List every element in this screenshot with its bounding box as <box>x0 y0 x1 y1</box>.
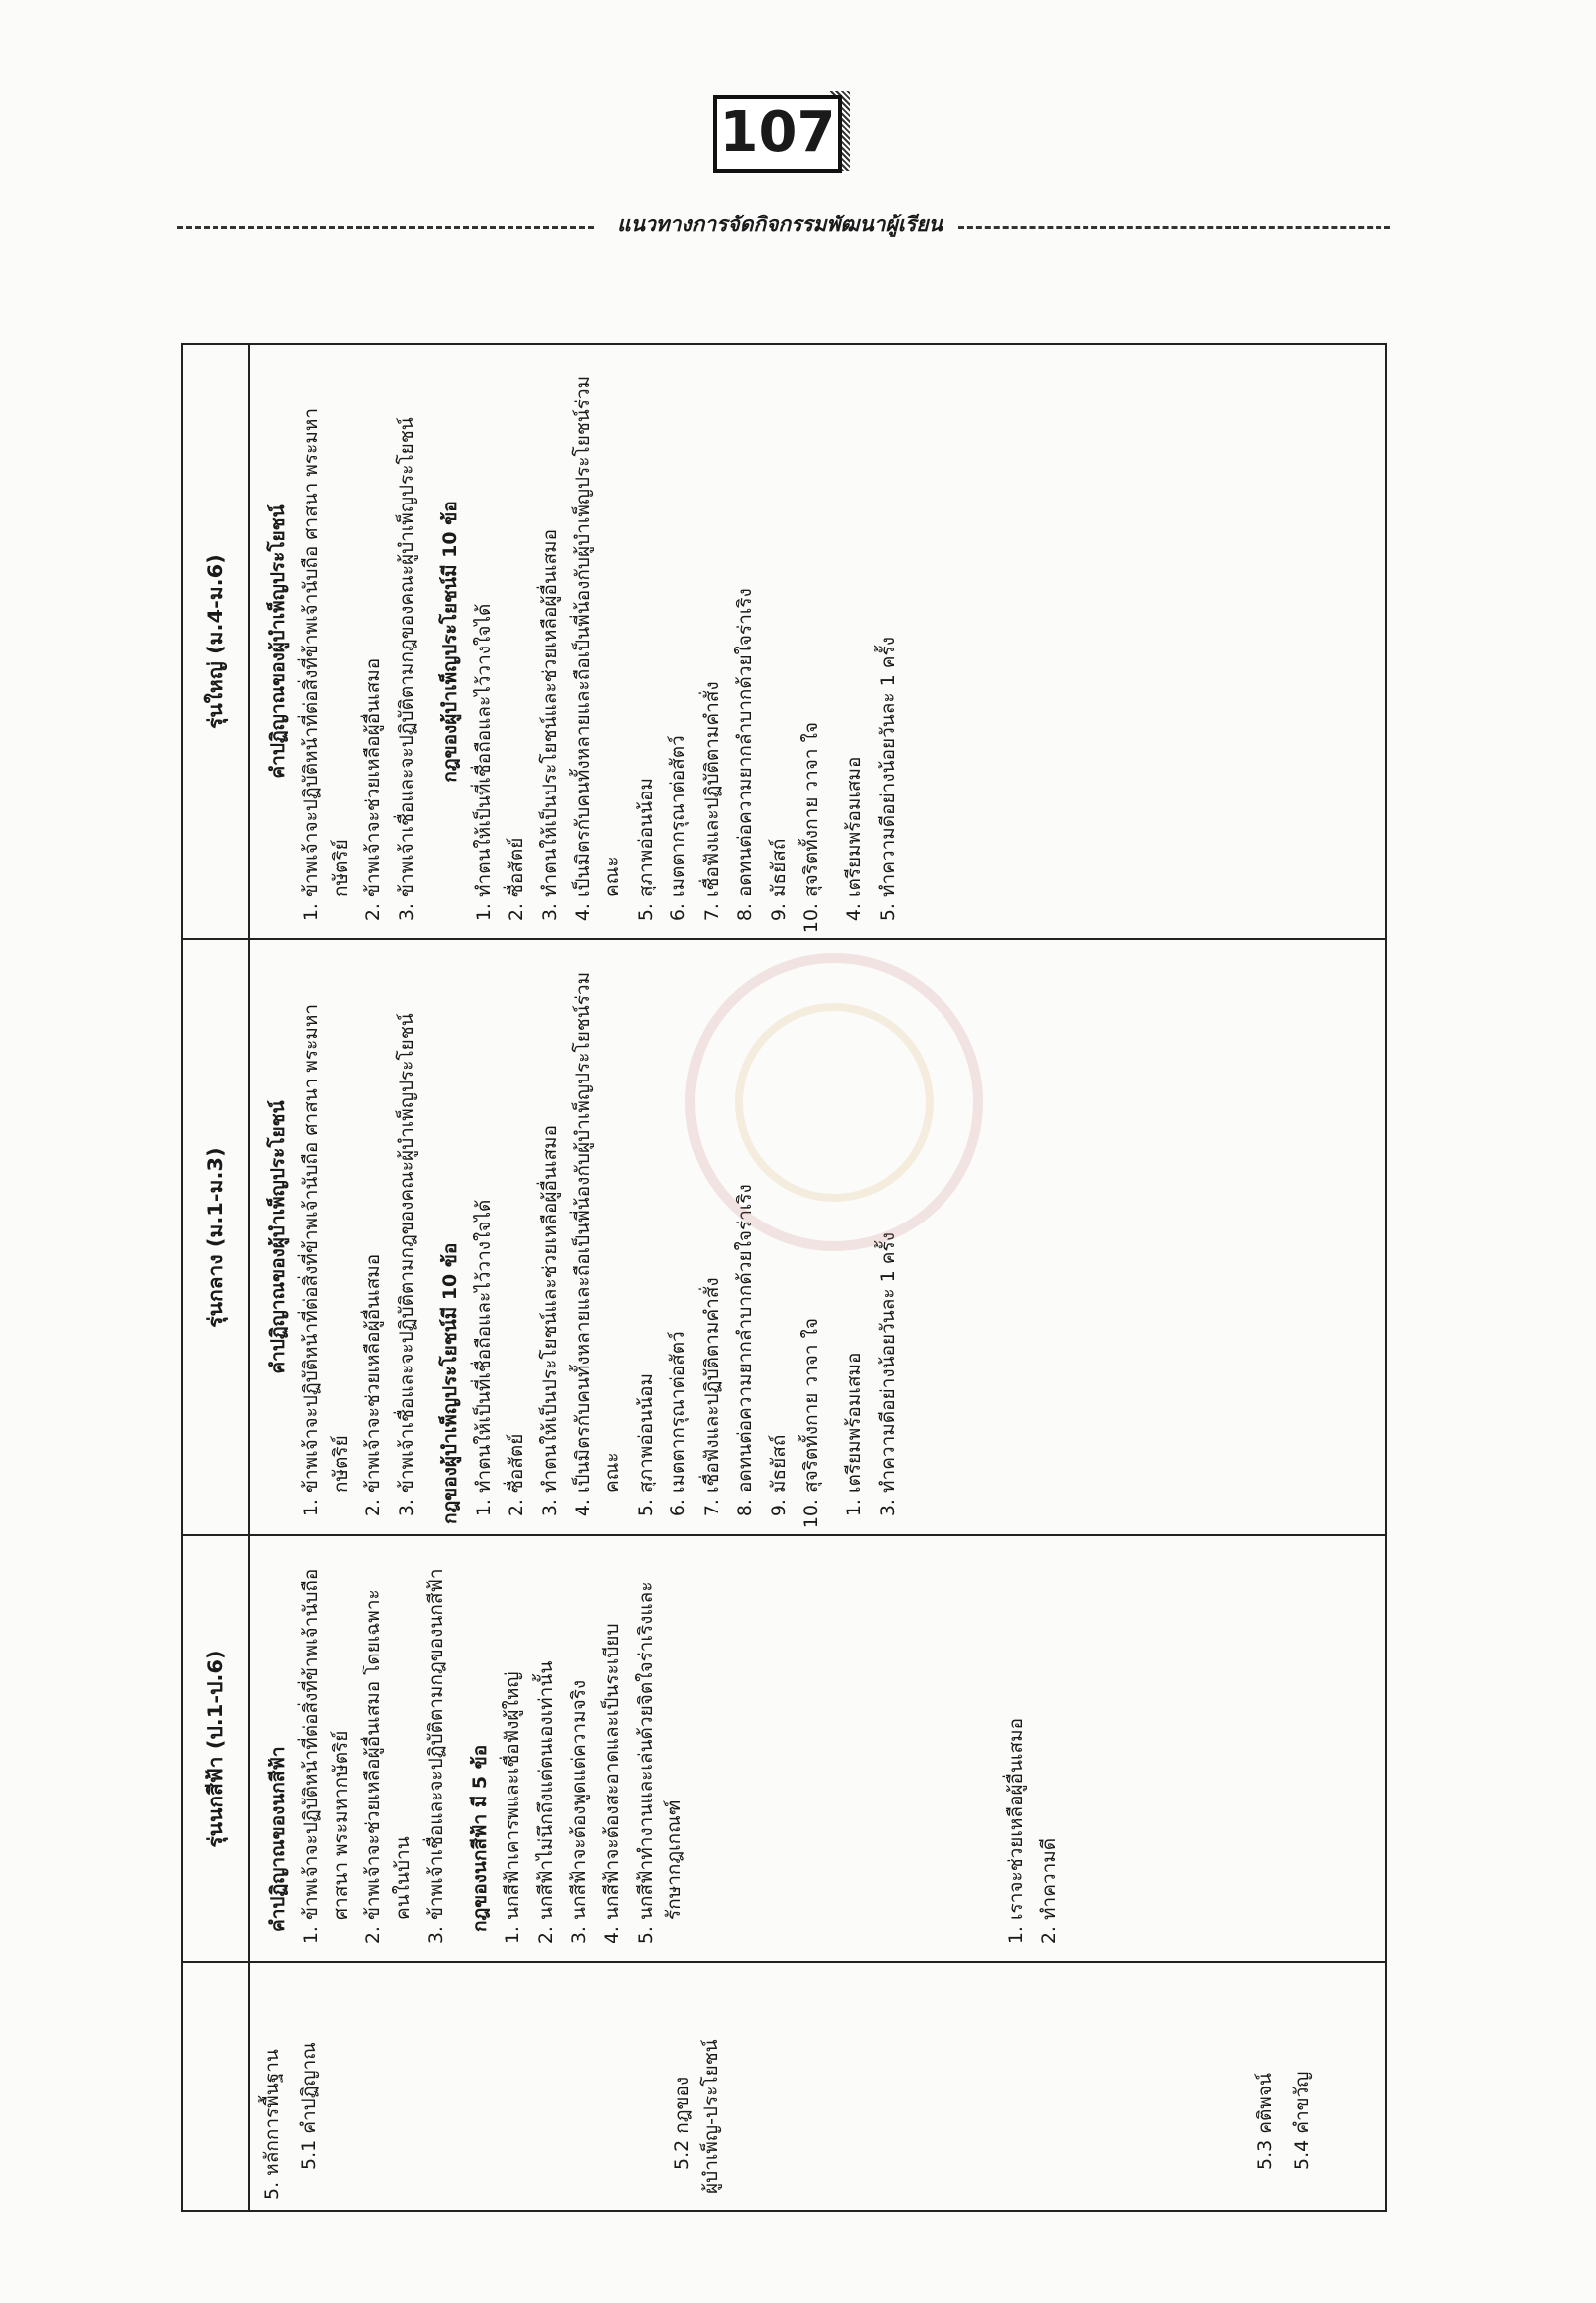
section-5-2-line2: ผู้บำเพ็ญ-ประโยชน์ <box>700 2039 723 2194</box>
section-5-2-line1: 5.2 กฎของ <box>670 2076 693 2170</box>
senior-motto-list <box>840 355 903 929</box>
list-item: 1. ข้าพเจ้าจะปฏิบัติหน้าที่ต่อสิ่งที่ข้าพเจ้านับถือ ศาสนา พระมหากษัตริย์ <box>297 950 356 1493</box>
list-item: 10. สุจริตทั้งกาย วาจา ใจ <box>798 355 826 897</box>
list-item: 2. นกสีฟ้าไม่นึกถึงแต่ตนเองเท่านั้น <box>532 1546 561 1920</box>
list-item: 2. ข้าพเจ้าจะช่วยเหลือผู้อื่นเสมอ <box>360 950 388 1493</box>
rotated-table-container <box>181 345 1387 2212</box>
middle-cell <box>249 939 1386 1535</box>
table-header-row <box>182 344 249 2211</box>
list-item: 7. เชื่อฟังและปฏิบัติตามคำสั่ง <box>698 950 727 1493</box>
list-item: 1. เตรียมพร้อมเสมอ <box>840 950 869 1493</box>
middle-motto-list <box>840 950 903 1524</box>
list-item: 1. ทำตนให้เป็นที่เชื่อถือและไว้วางใจได้ <box>470 355 499 897</box>
list-item: 1. ข้าพเจ้าจะปฏิบัติหน้าที่ต่อสิ่งที่ข้าพเจ้านับถือ ศาสนา พระมหากษัตริย์ <box>297 1546 356 1920</box>
list-item: 3. ทำตนให้เป็นประโยชน์และช่วยเหลือผู้อื่นเสมอ <box>536 355 565 897</box>
list-item: 2. ซื่อสัตย์ <box>503 355 531 897</box>
list-item: 9. มัธยัสถ์ <box>765 950 794 1493</box>
middle-pledge-heading: คำปฏิญาณของผู้บำเพ็ญประโยชน์ <box>267 1100 289 1374</box>
bluebird-pledge-list <box>297 1546 451 1951</box>
topic-cell <box>249 1962 1386 2211</box>
middle-law-heading: กฎของผู้บำเพ็ญประโยชน์มี 10 ข้อ <box>439 1242 462 1524</box>
list-item: 4. นกสีฟ้าจะต้องสะอาดและเป็นระเบียบ <box>598 1546 627 1920</box>
section-5-4: 5.4 คำขวัญ <box>1291 2071 1314 2170</box>
senior-law-heading: กฎของผู้บำเพ็ญประโยชน์มี 10 ข้อ <box>439 501 462 783</box>
list-item: 1. ข้าพเจ้าจะปฏิบัติหน้าที่ต่อสิ่งที่ข้าพเจ้านับถือ ศาสนา พระมหากษัตริย์ <box>297 355 356 897</box>
list-item: 1. ทำตนให้เป็นที่เชื่อถือและไว้วางใจได้ <box>470 950 499 1493</box>
list-item: 6. เมตตากรุณาต่อสัตว์ <box>664 950 693 1493</box>
header-rule-right <box>958 226 1390 229</box>
list-item: 3. ข้าพเจ้าเชื่อและจะปฏิบัติตามกฎของนกสีฟ้า <box>422 1546 451 1920</box>
list-item: 2. ทำความดี <box>1035 1546 1064 1920</box>
header-rule-left <box>177 226 594 229</box>
bluebird-motto-list <box>1002 1546 1065 1951</box>
header-title: แนวทางการจัดกิจกรรมพัฒนาผู้เรียน <box>617 213 943 236</box>
list-item: 1. นกสีฟ้าเคารพและเชื่อฟังผู้ใหญ่ <box>499 1546 527 1920</box>
senior-law-list <box>470 355 827 929</box>
list-item: 3. ข้าพเจ้าเชื่อและจะปฏิบัติตามกฎของคณะผู้บำเพ็ญประโยชน์ <box>393 950 422 1493</box>
list-item: 3. ทำความดีอย่างน้อยวันละ 1 ครั้ง <box>874 950 903 1493</box>
table-body-row <box>249 344 1386 2211</box>
senior-cell <box>249 344 1386 939</box>
list-item: 4. เตรียมพร้อมเสมอ <box>840 355 869 897</box>
list-item: 4. เป็นมิตรกับคนทั้งหลายและถือเป็นพี่น้องกับผู้บำเพ็ญประโยชน์ร่วมคณะ <box>569 950 628 1493</box>
senior-pledge-list <box>297 355 422 929</box>
list-item: 10. สุจริตทั้งกาย วาจา ใจ <box>798 950 826 1493</box>
header-cell-middle: รุ่นกลาง (ม.1-ม.3) <box>182 939 249 1535</box>
middle-law-list <box>470 950 827 1524</box>
middle-pledge-list <box>297 950 422 1524</box>
list-item: 5. ทำความดีอย่างน้อยวันละ 1 ครั้ง <box>874 355 903 897</box>
list-item: 6. เมตตากรุณาต่อสัตว์ <box>664 355 693 897</box>
section-5-3: 5.3 คติพจน์ <box>1253 2073 1276 2170</box>
bluebird-cell <box>249 1535 1386 1962</box>
curriculum-table <box>181 343 1387 2212</box>
page-number: 107 <box>713 95 842 173</box>
list-item: 3. ข้าพเจ้าเชื่อและจะปฏิบัติตามกฎของคณะผู้บำเพ็ญประโยชน์ <box>393 355 422 897</box>
list-item: 5. นกสีฟ้าทำงานและเล่นด้วยจิตใจร่าเริงและรักษากฎเกณฑ์ <box>632 1546 690 1920</box>
list-item: 2. ข้าพเจ้าจะช่วยเหลือผู้อื่นเสมอ <box>360 355 388 897</box>
list-item: 3. ทำตนให้เป็นประโยชน์และช่วยเหลือผู้อื่นเสมอ <box>536 950 565 1493</box>
list-item: 8. อดทนต่อความยากลำบากด้วยใจร่าเริง <box>731 950 760 1493</box>
list-item: 5. สุภาพอ่อนน้อม <box>632 950 660 1493</box>
list-item: 1. เราจะช่วยเหลือผู้อื่นเสมอ <box>1002 1546 1031 1920</box>
list-item: 2. ข้าพเจ้าจะช่วยเหลือผู้อื่นเสมอ โดยเฉพาะคนในบ้าน <box>360 1546 418 1920</box>
list-item: 8. อดทนต่อความยากลำบากด้วยใจร่าเริง <box>731 355 760 897</box>
header-cell-topic <box>182 1962 249 2211</box>
list-item: 3. นกสีฟ้าจะต้องพูดแต่ความจริง <box>565 1546 594 1920</box>
list-item: 5. สุภาพอ่อนน้อม <box>632 355 660 897</box>
bluebird-pledge-heading: คำปฏิญาณของนกสีฟ้า <box>267 1746 289 1932</box>
bluebird-law-heading: กฎของนกสีฟ้า มี 5 ข้อ <box>468 1744 491 1932</box>
list-item: 9. มัธยัสถ์ <box>765 355 794 897</box>
list-item: 4. เป็นมิตรกับคนทั้งหลายและถือเป็นพี่น้องกับผู้บำเพ็ญประโยชน์ร่วมคณะ <box>569 355 628 897</box>
list-item: 7. เชื่อฟังและปฏิบัติตามคำสั่ง <box>698 355 727 897</box>
section-5-1: 5.1 คำปฏิญาณ <box>298 2042 321 2170</box>
senior-pledge-heading: คำปฏิญาณของผู้บำเพ็ญประโยชน์ <box>267 504 289 779</box>
section-5: 5. หลักการพื้นฐาน <box>261 2049 283 2200</box>
bluebird-law-list <box>499 1546 690 1951</box>
header-cell-senior: รุ่นใหญ่ (ม.4-ม.6) <box>182 344 249 939</box>
list-item: 2. ซื่อสัตย์ <box>503 950 531 1493</box>
header-cell-bluebird: รุ่นนกสีฟ้า (ป.1-ป.6) <box>182 1535 249 1962</box>
